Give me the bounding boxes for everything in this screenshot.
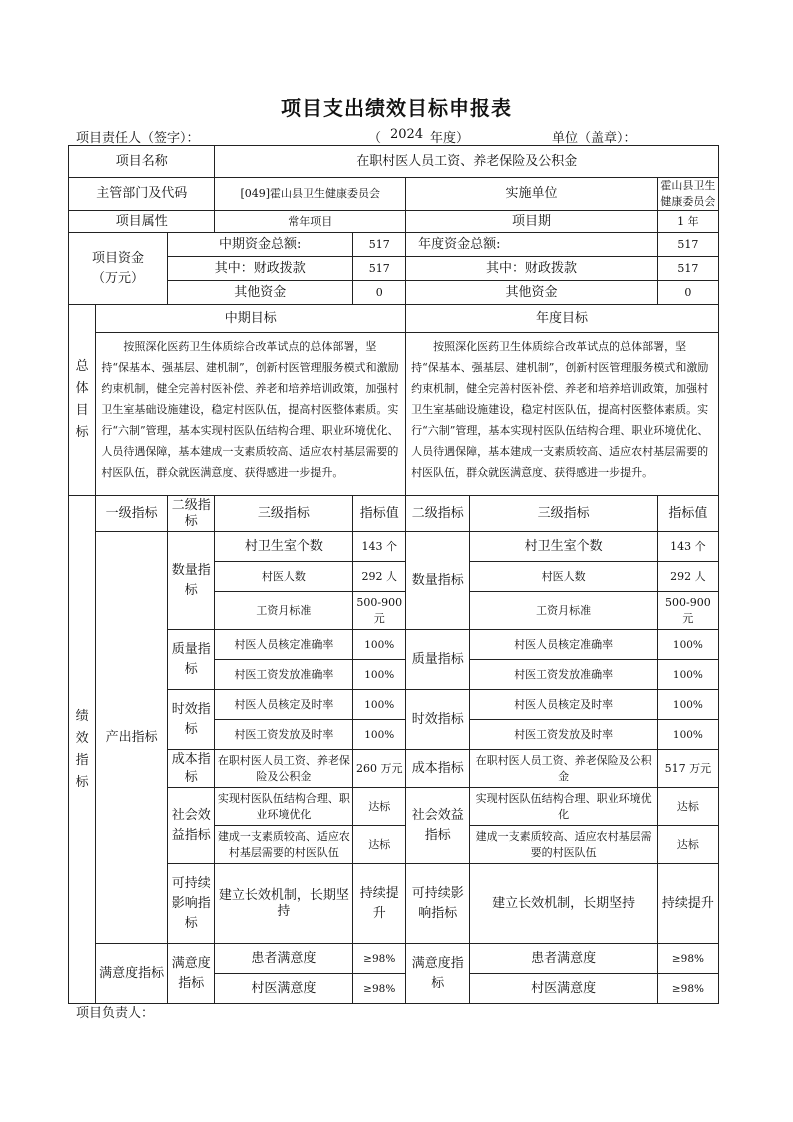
period-value: 1 年 (657, 211, 718, 233)
indicator-value: ≥98% (353, 944, 406, 974)
funds-label (69, 233, 168, 305)
indicator-name-year: 建立长效机制，长期坚持 (470, 864, 658, 944)
mid-goal-text: 按照深化医药卫生体质综合改革试点的总体部署，坚持“保基本、强基层、建机制”，创新村医管理服务模式和激励约束机制，健全完善村医补偿、养老和培养培训政策，加强村卫生室基础设施建设，稳定村医队伍，提高村医整体素质。实行“六制”管理，基本实现村医队伍结构合理、职业环境优化、人员待遇保障，基本建成一支素质较高、适应农村基层需要的村医队伍，群众就医满意度、获得感进一步提升。 (96, 333, 406, 496)
indicator-name: 建立长效机制，长期坚持 (215, 864, 353, 944)
overall-goal-char: 总 (75, 359, 89, 374)
sustain-label: 可持续影响指标 (167, 864, 214, 944)
overall-goal-label (69, 305, 96, 496)
indicator-name: 患者满意度 (215, 944, 353, 974)
performance-form-table (68, 145, 719, 1004)
indicator-value: 达标 (353, 826, 406, 864)
indicator-value-year: 持续提升 (657, 864, 718, 944)
level1-header: 一级指标 (96, 496, 168, 532)
indicator-value: 持续提升 (353, 864, 406, 944)
report-year: 2024 (390, 127, 424, 142)
quality-label: 质量指标 (167, 630, 214, 690)
satisfaction-label: 满意度指标 (167, 944, 214, 1004)
mid-total-value: 517 (353, 233, 406, 257)
perf-indicator-label (69, 496, 96, 1004)
value-header-year: 指标值 (657, 496, 718, 532)
indicator-name-year: 村卫生室个数 (470, 532, 658, 562)
indicator-value-year: 500-900 元 (657, 592, 718, 630)
level2-header-year: 二级指标 (406, 496, 470, 532)
year-goal-text: 按照深化医药卫生体质综合改革试点的总体部署，坚持“保基本、强基层、建机制”，创新村医管理服务模式和激励约束机制，健全完善村医补偿、养老和培养培训政策，加强村卫生室基础设施建设，稳定村医队伍，提高村医整体素质。实行“六制”管理，基本实现村医队伍结构合理、职业环境优化、人员待遇保障，基本建成一支素质较高、适应农村基层需要的村医队伍，群众就医满意度、获得感进一步提升。 (406, 333, 719, 496)
indicator-name: 村卫生室个数 (215, 532, 353, 562)
mid-fiscal-label: 其中：财政拨款 (167, 257, 352, 281)
indicator-name-year: 村医工资发放及时率 (470, 720, 658, 750)
indicator-name-year: 村医人员核定准确率 (470, 630, 658, 660)
satisfaction-level1-label: 满意度指标 (96, 944, 168, 1004)
funds-label-line1: 项目资金 (91, 250, 144, 266)
dept-label: 主管部门及代码 (69, 178, 215, 211)
indicator-name: 村医工资发放准确率 (215, 660, 353, 690)
overall-goal-char: 目 (75, 403, 89, 418)
indicator-name: 村医人数 (215, 562, 353, 592)
indicator-name-year: 村医满意度 (470, 974, 658, 1004)
unit-label: 单位（盖章）： (552, 131, 637, 146)
indicator-value: 达标 (353, 788, 406, 826)
value-header: 指标值 (353, 496, 406, 532)
social-label-year: 社会效益指标 (406, 788, 470, 864)
perf-label-char: 效 (75, 730, 89, 746)
indicator-name-year: 患者满意度 (470, 944, 658, 974)
indicator-name: 工资月标准 (215, 592, 353, 630)
project-name-label: 项目名称 (69, 146, 215, 178)
indicator-name: 村医人员核定及时率 (215, 690, 353, 720)
year-total-label: 年度资金总额: (406, 233, 658, 257)
quality-label-year: 质量指标 (406, 630, 470, 690)
perf-label-char: 指 (75, 752, 89, 768)
impl-label: 实施单位 (406, 178, 658, 211)
year-close: 年度） (430, 131, 470, 146)
indicator-value-year: 100% (657, 660, 718, 690)
year-other-value: 0 (657, 281, 718, 305)
level2-header: 二级指标 (167, 496, 214, 532)
indicator-value-year: ≥98% (657, 944, 718, 974)
indicator-value: 100% (353, 690, 406, 720)
indicator-value-year: ≥98% (657, 974, 718, 1004)
indicator-name: 实现村医队伍结构合理、职业环境优化 (215, 788, 353, 826)
indicator-value: 100% (353, 720, 406, 750)
indicator-name-year: 实现村医队伍结构合理、职业环境优化 (470, 788, 658, 826)
cost-label-year: 成本指标 (406, 750, 470, 788)
timeliness-label: 时效指标 (167, 690, 214, 750)
year-goal-header: 年度目标 (406, 305, 719, 333)
indicator-value: 292 人 (353, 562, 406, 592)
mid-other-value: 0 (353, 281, 406, 305)
mid-other-label: 其他资金 (167, 281, 352, 305)
quantity-label: 数量指标 (167, 532, 214, 630)
project-name-value: 在职村医人员工资、养老保险及公积金 (215, 146, 719, 178)
output-indicator-label: 产出指标 (96, 532, 168, 944)
page-title: 项目支出绩效目标申报表 (281, 96, 512, 120)
year-total-value: 517 (657, 233, 718, 257)
mid-total-label: 中期资金总额: (167, 233, 352, 257)
indicator-value-year: 292 人 (657, 562, 718, 592)
dept-value: [049]霍山县卫生健康委员会 (215, 178, 406, 211)
indicator-name-year: 建成一支素质较高、适应农村基层需要的村医队伍 (470, 826, 658, 864)
indicator-value: 100% (353, 630, 406, 660)
indicator-value: 100% (353, 660, 406, 690)
indicator-name: 在职村医人员工资、养老保险及公积金 (215, 750, 353, 788)
impl-value: 霍山县卫生健康委员会 (657, 178, 718, 211)
mid-goal-header: 中期目标 (96, 305, 406, 333)
mid-fiscal-value: 517 (353, 257, 406, 281)
indicator-name-year: 村医人员核定及时率 (470, 690, 658, 720)
funds-label-line2: （万元） (91, 270, 144, 286)
level3-header: 三级指标 (215, 496, 353, 532)
indicator-name-year: 工资月标准 (470, 592, 658, 630)
perf-label-char: 绩 (75, 708, 89, 724)
indicator-name-year: 村医人数 (470, 562, 658, 592)
year-fiscal-label: 其中：财政拨款 (406, 257, 658, 281)
responsible-label: 项目责任人（签字）： (76, 131, 200, 146)
period-label: 项目期 (406, 211, 658, 233)
indicator-value-year: 达标 (657, 826, 718, 864)
overall-goal-char: 体 (75, 381, 89, 396)
indicator-value-year: 达标 (657, 788, 718, 826)
indicator-value-year: 517 万元 (657, 750, 718, 788)
quantity-label-year: 数量指标 (406, 532, 470, 630)
year-fiscal-value: 517 (657, 257, 718, 281)
year-open: （ (368, 131, 382, 146)
sustain-label-year: 可持续影响指标 (406, 864, 470, 944)
overall-goal-char: 标 (75, 425, 89, 440)
indicator-name: 建成一支素质较高、适应农村基层需要的村医队伍 (215, 826, 353, 864)
project-leader-label: 项目负责人： (76, 1006, 155, 1021)
indicator-value-year: 143 个 (657, 532, 718, 562)
attr-label: 项目属性 (69, 211, 215, 233)
cost-label: 成本指标 (167, 750, 214, 788)
indicator-value: 260 万元 (353, 750, 406, 788)
indicator-name: 村医人员核定准确率 (215, 630, 353, 660)
level3-header-year: 三级指标 (470, 496, 658, 532)
indicator-value-year: 100% (657, 630, 718, 660)
indicator-value-year: 100% (657, 720, 718, 750)
satisfaction-label-year: 满意度指标 (406, 944, 470, 1004)
year-other-label: 其他资金 (406, 281, 658, 305)
indicator-name: 村医满意度 (215, 974, 353, 1004)
perf-label-char: 标 (75, 774, 89, 790)
social-label: 社会效益指标 (167, 788, 214, 864)
indicator-value: 143 个 (353, 532, 406, 562)
attr-value: 常年项目 (215, 211, 406, 233)
indicator-value: 500-900 元 (353, 592, 406, 630)
indicator-value-year: 100% (657, 690, 718, 720)
indicator-name: 村医工资发放及时率 (215, 720, 353, 750)
indicator-value: ≥98% (353, 974, 406, 1004)
timeliness-label-year: 时效指标 (406, 690, 470, 750)
indicator-name-year: 村医工资发放准确率 (470, 660, 658, 690)
indicator-name-year: 在职村医人员工资、养老保险及公积金 (470, 750, 658, 788)
